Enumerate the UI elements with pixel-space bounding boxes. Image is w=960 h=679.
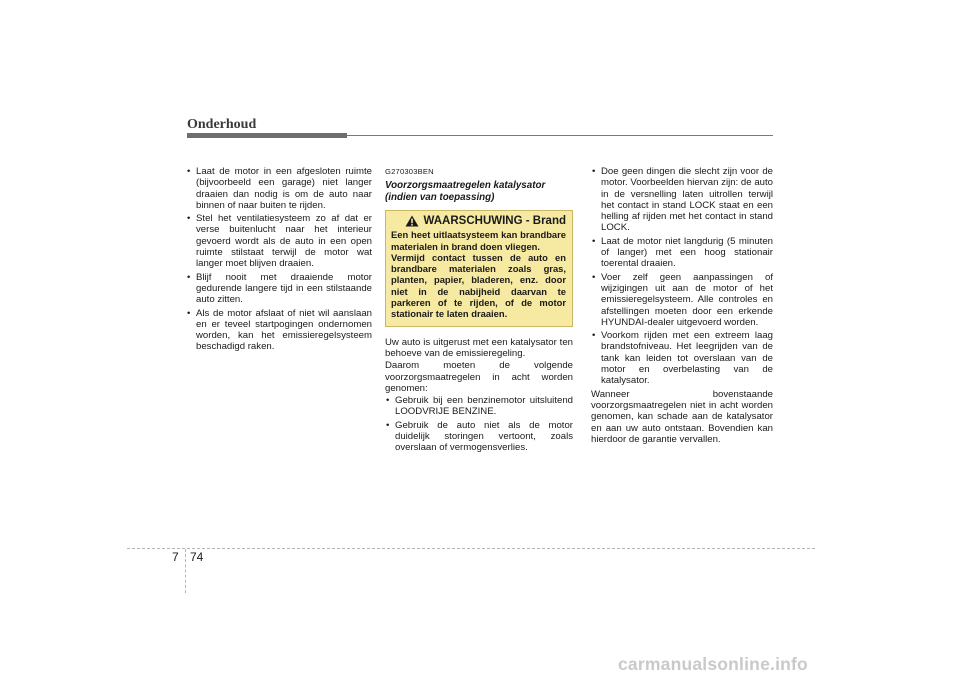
- list-item: • Voorkom rijden met een extreem laag brandstofniveau. Het leegrijden van de tank kan leiden tot overslaan van de motor en overbelasting van de katalysator.: [591, 330, 773, 386]
- paragraph: Uw auto is uitgerust met een katalysator ten behoeve van de emissieregeling.: [385, 336, 573, 359]
- header-rule-accent: [187, 133, 347, 138]
- warning-triangle-icon: [405, 215, 419, 227]
- page-title: Onderhoud: [187, 117, 257, 132]
- list-item: • Doe geen dingen die slecht zijn voor de motor. Voorbeelden hiervan zijn: de auto in de versnelling laten uitrollen terwijl het contact in stand LOCK staat en een helling af rijden met het contact in stand LOCK.: [591, 166, 773, 234]
- warning-box: [385, 210, 573, 326]
- paragraph: Wanneer bovenstaande voorzorgsmaatregelen niet in acht worden genomen, kan schade aan de katalysator en aan uw auto ontstaan. Bovendien kan hierdoor de garantie vervallen.: [591, 388, 773, 445]
- section-heading: Voorzorgsmaatregelen katalysator (indien van toepassing): [385, 180, 546, 203]
- warning-header: [391, 215, 566, 227]
- list-item: • Blijf nooit met draaiende motor gedurende langere tijd in een stilstaande auto zitten.: [186, 272, 372, 306]
- chapter-number: 7: [172, 550, 179, 564]
- footer-divider: [185, 549, 186, 593]
- paragraph: Daarom moeten de volgende voorzorgsmaatregelen in acht worden genomen:: [385, 360, 573, 394]
- list-item: • Voer zelf geen aanpassingen of wijzigingen uit aan de motor of het emissieregelsysteem. Alle controles en afstellingen moeten door een erkende HYUNDAI-dealer uitgevoerd worden.: [591, 272, 773, 328]
- column-3: [591, 166, 773, 446]
- page-number: 74: [190, 550, 204, 564]
- list-item: • Laat de motor niet langdurig (5 minuten of langer) met een hoog stationair toerental draaien.: [591, 236, 773, 270]
- watermark: carmanualsonline.info: [618, 654, 808, 674]
- list-item: • Als de motor afslaat of niet wil aanslaan en er teveel startpogingen ondernomen worden, kan het emissieregelsysteem beschadigd raken.: [186, 308, 372, 353]
- list-item: • Gebruik bij een benzinemotor uitsluitend LOODVRIJE BENZINE.: [385, 395, 573, 418]
- section-code: G270303BEN: [385, 167, 434, 176]
- footer-rule: [127, 548, 815, 549]
- list-item: • Laat de motor in een afgesloten ruimte (bijvoorbeeld een garage) niet langer draaien dan nodig is om de auto naar binnen of naar buiten te rijden.: [186, 166, 372, 211]
- column-2: [385, 166, 573, 456]
- warning-text: Een heet uitlaatsysteem kan brandbare materialen in brand doen vliegen.: [391, 229, 566, 252]
- warning-text: Vermijd contact tussen de auto en brandbare materialen zoals gras, planten, papier, bladeren, enz. door niet in de nabijheid daarvan te parkeren of te rijden, of de motor stationair te laten draaien.: [391, 251, 566, 320]
- column-1: [186, 166, 372, 355]
- list-item: • Stel het ventilatiesysteem zo af dat er verse buitenlucht naar het interieur gevoerd wordt als de auto in een open ruimte stilstaat terwijl de motor wat langer moet blijven draaien.: [186, 213, 372, 269]
- header-rule: [347, 135, 773, 136]
- warning-title: WAARSCHUWING - Brand: [423, 214, 566, 227]
- list-item: • Gebruik de auto niet als de motor duidelijk storingen vertoont, zoals overslaan of vermogensverlies.: [385, 420, 573, 454]
